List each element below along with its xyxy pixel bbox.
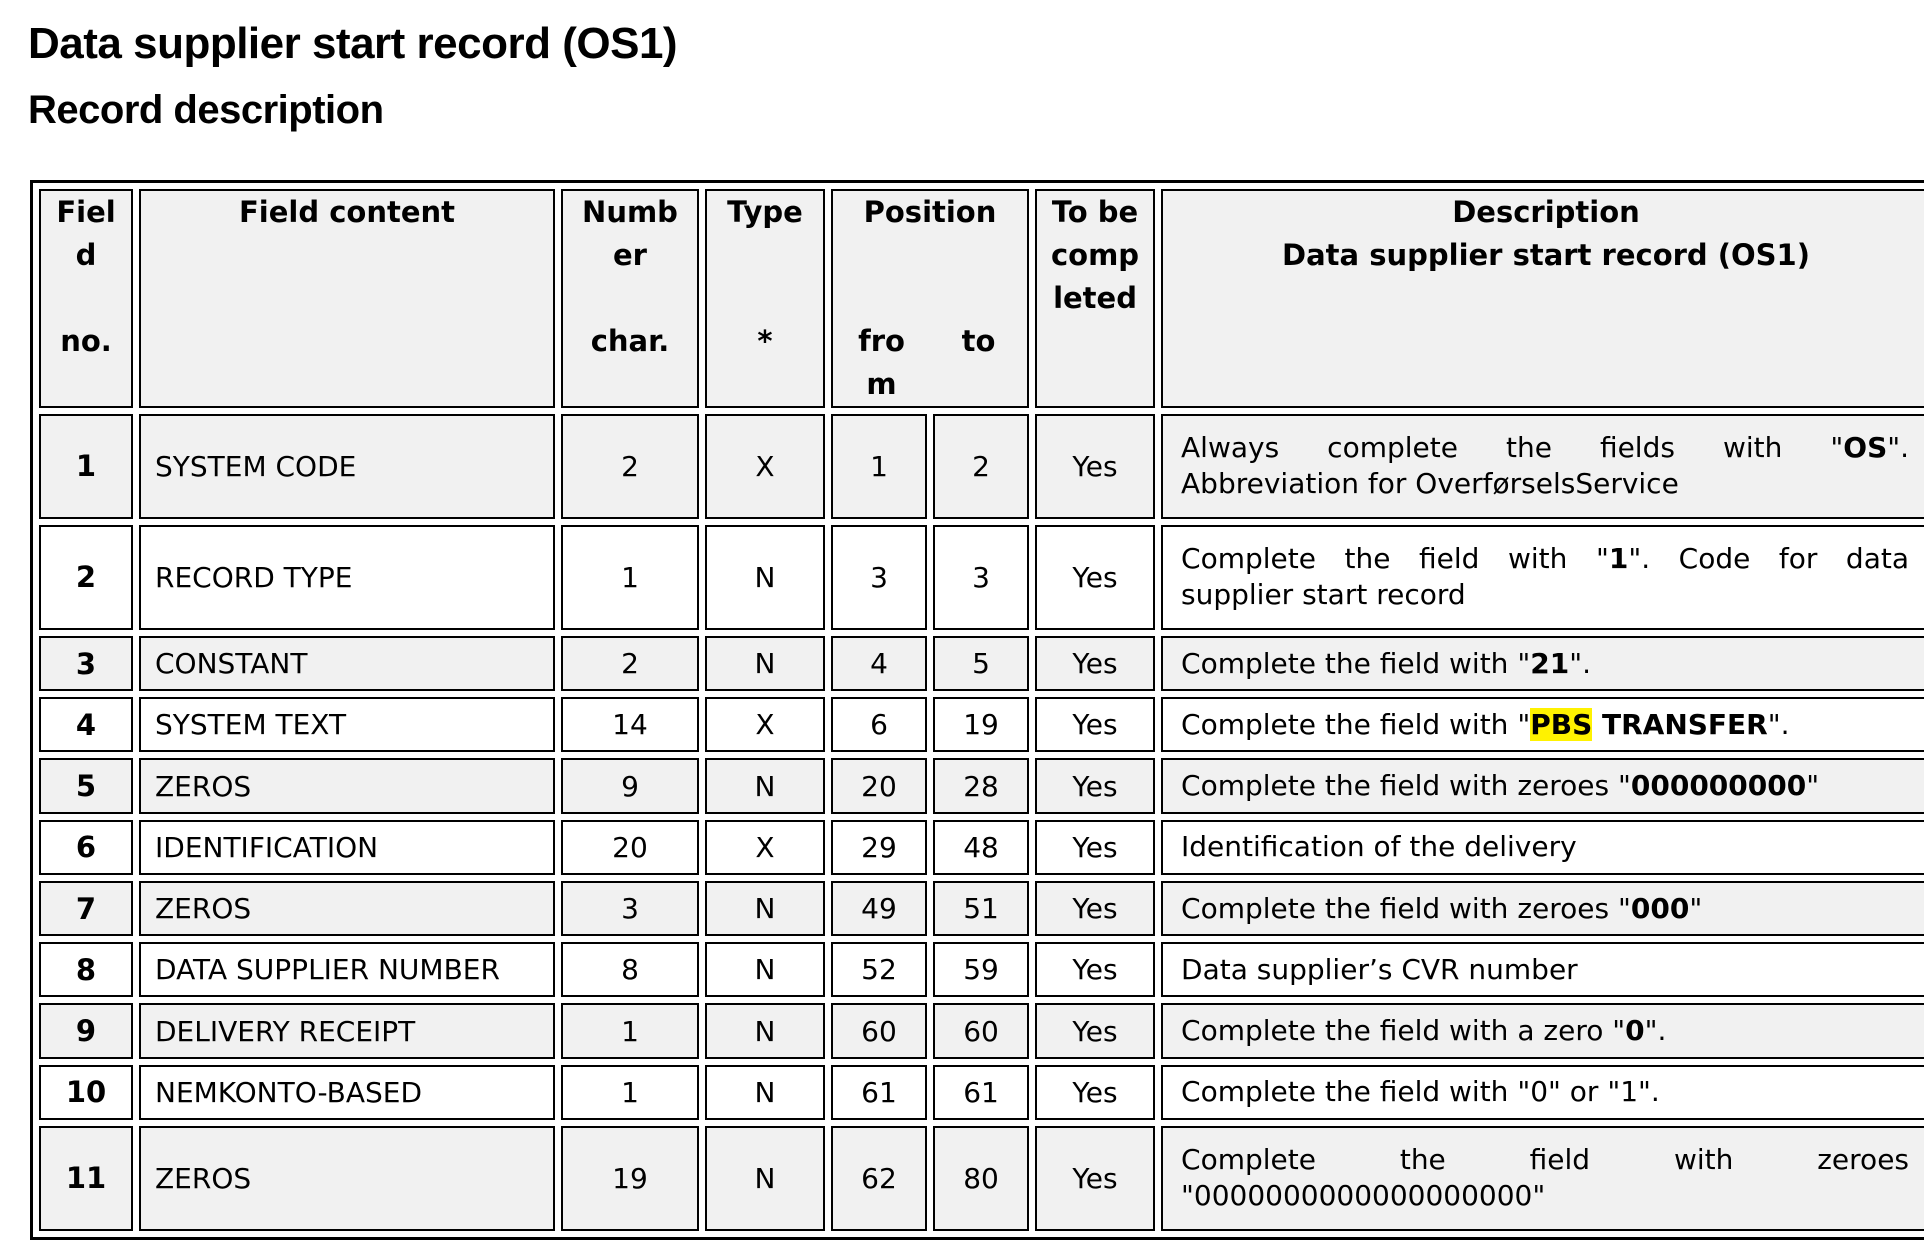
table-row [39, 414, 1924, 519]
table-row [39, 525, 1924, 630]
to-be-completed: Yes [1035, 881, 1155, 936]
description-text: Identification of the delivery [1181, 830, 1577, 864]
field-description [1161, 525, 1924, 630]
header-text: * [757, 324, 773, 358]
position-from: 20 [831, 758, 927, 813]
description-bold: TRANSFER [1592, 707, 1768, 741]
field-content: NEMKONTO-BASED [139, 1065, 555, 1120]
number-chars: 9 [561, 758, 699, 813]
description-line: "0000000000000000000" [1181, 1179, 1546, 1213]
field-description [1161, 881, 1924, 936]
position-from: 4 [831, 636, 927, 691]
field-description [1161, 414, 1924, 519]
field-type: X [705, 414, 825, 519]
field-no: 3 [39, 636, 133, 691]
position-from: 52 [831, 942, 927, 997]
field-no: 4 [39, 697, 133, 752]
table-row [39, 1065, 1924, 1120]
header-type [705, 189, 825, 408]
field-no: 10 [39, 1065, 133, 1120]
field-no: 6 [39, 820, 133, 875]
position-from: 61 [831, 1065, 927, 1120]
table-row [39, 820, 1924, 875]
field-description [1161, 1003, 1924, 1058]
field-no: 11 [39, 1126, 133, 1231]
header-from [833, 320, 930, 406]
header-description [1161, 189, 1924, 408]
position-from: 29 [831, 820, 927, 875]
field-type: N [705, 1003, 825, 1058]
record-table [30, 180, 1924, 1240]
field-no: 7 [39, 881, 133, 936]
description-text: Complete the field with "0" or "1". [1181, 1075, 1660, 1109]
position-to: 80 [933, 1126, 1029, 1231]
position-to: 2 [933, 414, 1029, 519]
position-from: 62 [831, 1126, 927, 1231]
table-row [39, 881, 1924, 936]
position-to: 48 [933, 820, 1029, 875]
header-number-chars [561, 189, 699, 408]
table-row [39, 1126, 1924, 1231]
field-content: RECORD TYPE [139, 525, 555, 630]
description-text: ". [1644, 1014, 1667, 1048]
description-bold: OS [1843, 431, 1888, 465]
description-text: " [1689, 891, 1703, 925]
field-content: ZEROS [139, 881, 555, 936]
number-chars: 2 [561, 414, 699, 519]
position-to: 3 [933, 525, 1029, 630]
field-description [1161, 697, 1924, 752]
to-be-completed: Yes [1035, 1126, 1155, 1231]
position-to: 60 [933, 1003, 1029, 1058]
number-chars: 1 [561, 1003, 699, 1058]
position-from: 60 [831, 1003, 927, 1058]
header-text: char. [590, 324, 670, 358]
header-position [831, 189, 1029, 408]
field-type: N [705, 1065, 825, 1120]
field-type: N [705, 636, 825, 691]
number-chars: 20 [561, 820, 699, 875]
description-text: " [1806, 769, 1820, 803]
field-content: SYSTEM CODE [139, 414, 555, 519]
header-text: fro [858, 324, 905, 358]
number-chars: 1 [561, 1065, 699, 1120]
header-text: leted [1053, 281, 1137, 315]
description-line [1181, 430, 1909, 466]
header-to: to [961, 324, 996, 358]
header-text: Numb [582, 195, 678, 229]
field-content: SYSTEM TEXT [139, 697, 555, 752]
to-be-completed: Yes [1035, 1065, 1155, 1120]
description-text: ". [1767, 707, 1790, 741]
table-row [39, 1003, 1924, 1058]
header-to-be-completed [1035, 189, 1155, 408]
position-to: 28 [933, 758, 1029, 813]
to-be-completed: Yes [1035, 525, 1155, 630]
description-text: Complete the field with " [1181, 707, 1531, 741]
header-row [39, 189, 1924, 408]
header-text: Position [863, 195, 997, 229]
position-to: 51 [933, 881, 1029, 936]
field-description [1161, 1126, 1924, 1231]
header-field-no [39, 189, 133, 408]
field-content: IDENTIFICATION [139, 820, 555, 875]
to-be-completed: Yes [1035, 636, 1155, 691]
position-to: 61 [933, 1065, 1029, 1120]
to-be-completed: Yes [1035, 758, 1155, 813]
position-from: 1 [831, 414, 927, 519]
page-title: Data supplier start record (OS1) [28, 19, 678, 68]
description-text: ". [1887, 431, 1910, 465]
header-text: Fiel [56, 195, 116, 229]
number-chars: 14 [561, 697, 699, 752]
field-content: ZEROS [139, 758, 555, 813]
field-no: 1 [39, 414, 133, 519]
description-bold: 000000000 [1630, 769, 1807, 803]
header-text: Data supplier start record (OS1) [1282, 238, 1810, 272]
position-from: 3 [831, 525, 927, 630]
field-content: CONSTANT [139, 636, 555, 691]
header-text: Type [727, 195, 803, 229]
header-text: er [613, 238, 647, 272]
field-description [1161, 942, 1924, 997]
field-type: N [705, 881, 825, 936]
description-line: Abbreviation for OverførselsService [1181, 467, 1679, 501]
table-row [39, 636, 1924, 691]
header-text: m [866, 367, 897, 401]
field-description [1161, 758, 1924, 813]
field-no: 9 [39, 1003, 133, 1058]
header-text: To be [1051, 195, 1139, 229]
field-type: N [705, 525, 825, 630]
number-chars: 2 [561, 636, 699, 691]
number-chars: 19 [561, 1126, 699, 1231]
description-text: ". [1569, 646, 1591, 680]
to-be-completed: Yes [1035, 1003, 1155, 1058]
table-row [39, 758, 1924, 813]
description-text: Always complete the fields with " [1181, 431, 1844, 465]
field-type: N [705, 1126, 825, 1231]
number-chars: 3 [561, 881, 699, 936]
field-no: 5 [39, 758, 133, 813]
description-text: Data supplier’s CVR number [1181, 952, 1578, 986]
description-text: Complete the field with " [1181, 542, 1609, 576]
field-no: 8 [39, 942, 133, 997]
description-bold: 000 [1630, 891, 1690, 925]
field-type: X [705, 820, 825, 875]
description-text: ". Code for data [1628, 542, 1910, 576]
header-text: no. [60, 324, 112, 358]
header-text: Description [1452, 195, 1640, 229]
number-chars: 8 [561, 942, 699, 997]
field-type: X [705, 697, 825, 752]
field-description [1161, 636, 1924, 691]
description-bold: 1 [1608, 542, 1629, 576]
table-row [39, 942, 1924, 997]
position-to: 59 [933, 942, 1029, 997]
position-to: 19 [933, 697, 1029, 752]
field-description [1161, 820, 1924, 875]
description-bold: 21 [1530, 646, 1570, 680]
field-description [1161, 1065, 1924, 1120]
description-line: Complete the field with zeroes [1181, 1143, 1910, 1177]
description-text: Complete the field with " [1181, 646, 1531, 680]
field-content: DATA SUPPLIER NUMBER [139, 942, 555, 997]
description-text: Complete the field with zeroes " [1181, 891, 1631, 925]
header-text: comp [1050, 238, 1140, 272]
field-type: N [705, 758, 825, 813]
section-subtitle: Record description [28, 88, 384, 132]
description-highlight: PBS [1530, 707, 1593, 741]
field-content: ZEROS [139, 1126, 555, 1231]
description-text: Complete the field with zeroes " [1181, 769, 1631, 803]
to-be-completed: Yes [1035, 414, 1155, 519]
field-type: N [705, 942, 825, 997]
header-text: Field content [238, 195, 455, 229]
position-from: 49 [831, 881, 927, 936]
to-be-completed: Yes [1035, 697, 1155, 752]
number-chars: 1 [561, 525, 699, 630]
field-no: 2 [39, 525, 133, 630]
table-row [39, 697, 1924, 752]
to-be-completed: Yes [1035, 942, 1155, 997]
description-line: supplier start record [1181, 578, 1466, 612]
description-text: Complete the field with a zero " [1181, 1014, 1626, 1048]
field-content: DELIVERY RECEIPT [139, 1003, 555, 1058]
description-bold: 0 [1625, 1014, 1645, 1048]
header-text: d [75, 238, 97, 272]
to-be-completed: Yes [1035, 820, 1155, 875]
header-field-content [139, 189, 555, 408]
description-line [1181, 541, 1909, 577]
position-from: 6 [831, 697, 927, 752]
position-to: 5 [933, 636, 1029, 691]
